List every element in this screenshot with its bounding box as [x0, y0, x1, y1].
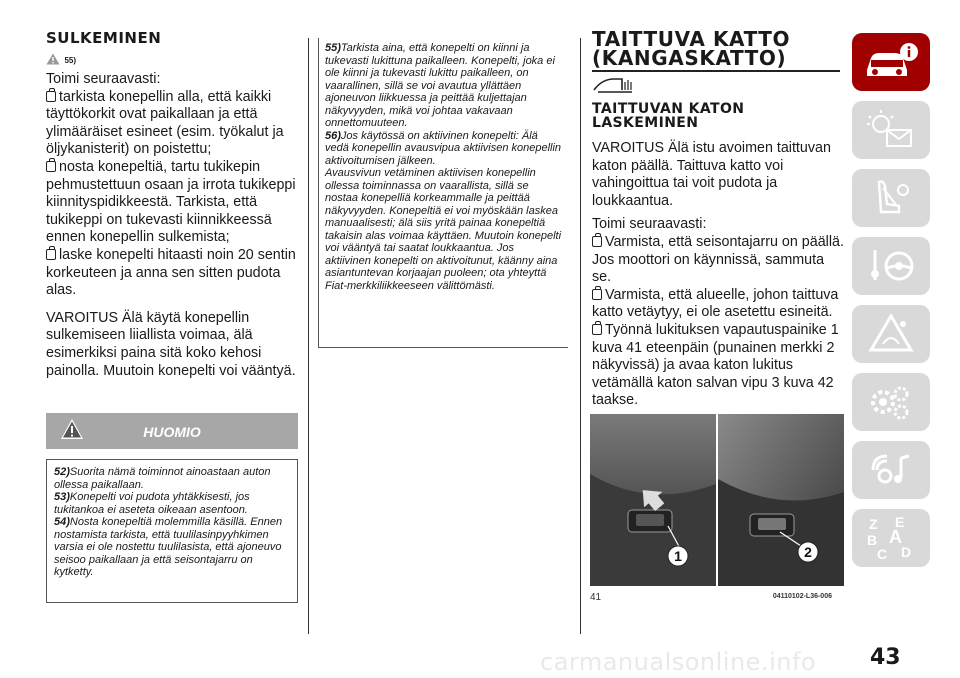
chapter-sidebar [852, 33, 930, 577]
subsection-heading [592, 102, 844, 130]
note-number: 52) [54, 466, 70, 478]
warning-reference [46, 50, 298, 68]
step-item [592, 287, 844, 322]
sidebar-item-warning-lights[interactable] [852, 101, 930, 159]
heading-line: TAITTUVA KATTO [592, 27, 791, 51]
callout-2: 2 [804, 544, 812, 560]
bullet-icon [46, 91, 56, 102]
sidebar-item-emergency[interactable] [852, 305, 930, 363]
index-letter: D [901, 544, 912, 560]
figure-41-photo [590, 414, 844, 586]
huomio-box [46, 459, 298, 603]
note-54 [54, 516, 290, 579]
varoitus-text: VAROITUS Älä käytä konepellin sulkemiseen liiallista voimaa, älä esimerkiksi paina sitä koko kehosi painolla. Muutoin konepelti voi vääntyä. [46, 309, 296, 379]
figure-number: 41 [590, 592, 602, 603]
road-warning-icon [861, 312, 921, 356]
warning-lights-icon [861, 108, 921, 152]
intro-text: Toimi seuraavasti: [592, 216, 707, 233]
sidebar-item-maintenance[interactable] [852, 373, 930, 431]
roof-latch-illustration [590, 414, 844, 586]
sidebar-item-index[interactable] [852, 509, 930, 567]
step-text: Varmista, että seisontajarru on päällä. Jos moottori on käynnissä, sammuta se. [592, 233, 844, 286]
subheading-line: LASKEMINEN [592, 115, 699, 131]
index-letter: Z [869, 516, 878, 532]
note-number: 53) [54, 491, 70, 503]
bullet-icon [46, 161, 56, 172]
huomio-title: HUOMIO [143, 424, 201, 440]
index-letter: A [889, 527, 902, 547]
heading-underline [592, 70, 840, 72]
step-item [592, 234, 844, 287]
sidebar-item-driving[interactable] [852, 237, 930, 295]
bullet-icon [592, 236, 602, 247]
note-52 [54, 466, 290, 491]
warning-notes-box [318, 38, 568, 348]
figure-caption [590, 592, 844, 603]
step-text: nosta konepeltiä, tartu tukikepin pehmustettuun osaan ja irrota tukikeppi kiinnityspidikkeestä. Tarkista, että tukikeppi on tukevasti kiinnikkeessä ennen konepellin sulkemista; [46, 158, 296, 246]
steering-wheel-icon [861, 244, 921, 288]
step-item [46, 159, 298, 247]
column-closing [46, 30, 298, 380]
note-text: Suorita nämä toiminnot ainoastaan auton ollessa paikallaan. [54, 466, 271, 491]
subheading-line: TAITTUVAN KATON [592, 101, 745, 117]
column-folding-roof [592, 27, 844, 410]
step-text: tarkista konepellin alla, että kaikki täyttökorkit ovat paikallaan ja että ylimääräiset esineet (esim. työkalut ja öljykanisterit) on poistettu; [46, 88, 284, 158]
step-text: Työnnä lukituksen vapautuspainike 1 kuva 41 eteenpäin (punainen merkki 2 näkyvissä) ja avaa katon lukitus vetämällä katon salvan vipu 3 kuva 42 taakse. [592, 321, 839, 409]
varoitus-text: VAROITUS Älä istu avoimen taittuvan katon päällä. Taittuva katto voi vahingoittua tai voit pudota ja loukkaantua. [592, 140, 831, 209]
sidebar-item-vehicle-info[interactable] [852, 33, 930, 91]
note-text: Jos käytössä on aktiivinen konepelti: Älä vedä konepellin avausvipua aktiivisen konepellin aktivoitumisen jälkeen. [325, 129, 562, 167]
note-56-continued: Avausvivun vetäminen aktiivisen konepellin ollessa toiminnassa on vaarallista, sillä se nostaa konepelliä korkeammalle ja peittää näkyvyyden. Konepeltiä ei voi myöskään laskea manuaalisesti; älä siis yritä painaa konepeltiä takaisin alas voimaa käyttäen. Muutoin konepelti voi vääntyä tai saatat loukkaantua. Jos aktiivinen konepelti on aktivoitunut, käänny aina asiantuntevan korjaajan puoleen; ota yhteyttä Fiat-merkkiliikkeeseen välittömästi. [325, 167, 562, 292]
step-text: Varmista, että alueelle, johon taittuva katto vetäytyy, ei ole asetettu esineitä. [592, 286, 839, 321]
callout-1: 1 [674, 548, 682, 564]
column-divider [308, 38, 309, 634]
figure-code: 04110102-L36-006 [772, 593, 832, 600]
sidebar-item-safety[interactable] [852, 169, 930, 227]
car-info-icon [861, 40, 921, 84]
note-text: Tarkista aina, että konepelti on kiinni ja tukevasti lukittuna paikalleen. Konepelti, joka ei ole kiinni ja tukevasti lukittu paikalleen, on vaarallinen, sillä se voi avautua yllättäen ajoneuvon liikkuessa ja peittää kuljettajan näkyvyyden, mikä voi johtaa vakavaan onnettomuuteen. [325, 42, 555, 129]
seat-safety-icon [861, 176, 921, 220]
step-item [46, 247, 298, 300]
huomio-header [46, 413, 298, 449]
watermark: carmanualsonline.info [540, 648, 817, 676]
note-number: 56) [325, 129, 341, 142]
index-letter: C [877, 546, 888, 562]
index-letter: B [867, 532, 878, 548]
warning-triangle-icon [46, 53, 60, 65]
step-item [46, 89, 298, 159]
note-53 [54, 491, 290, 516]
note-text: Konepelti voi pudota yhtäkkisesti, jos tukitankoa ei aseteta oikeaan asentoon. [54, 491, 250, 516]
page-number: 43 [870, 645, 901, 670]
heading-line: (KANGASKATTO) [592, 46, 787, 70]
convertible-roof-icon [592, 76, 638, 94]
index-letter: E [895, 514, 905, 530]
note-number: 55) [325, 42, 341, 54]
warning-ref-label: 55) [64, 56, 77, 65]
intro-text: Toimi seuraavasti: [46, 71, 161, 87]
note-55 [325, 42, 562, 130]
sidebar-item-multimedia[interactable] [852, 441, 930, 499]
bullet-icon [46, 249, 56, 260]
section-heading [592, 27, 844, 70]
step-item [592, 322, 844, 410]
bullet-icon [592, 289, 602, 300]
gears-maintenance-icon [861, 380, 921, 424]
note-56 [325, 130, 562, 168]
multimedia-icon [861, 448, 921, 492]
note-number: 54) [54, 516, 70, 528]
step-text: laske konepelti hitaasti noin 20 sentin korkeuteen ja anna sen sitten pudota alas. [46, 246, 296, 299]
section-heading: SULKEMINEN [46, 29, 162, 47]
bullet-icon [592, 324, 602, 335]
index-letters-icon [861, 513, 921, 563]
note-text: Nosta konepeltiä molemmilla käsillä. Ennen nostamista tarkista, että tuulilasinpyyhkimen varsia ei ole nostettu tuulilasista, että ajoneuvo seisoo paikallaan ja että seisontajarru on kytketty. [54, 516, 283, 578]
column-divider [580, 38, 581, 634]
